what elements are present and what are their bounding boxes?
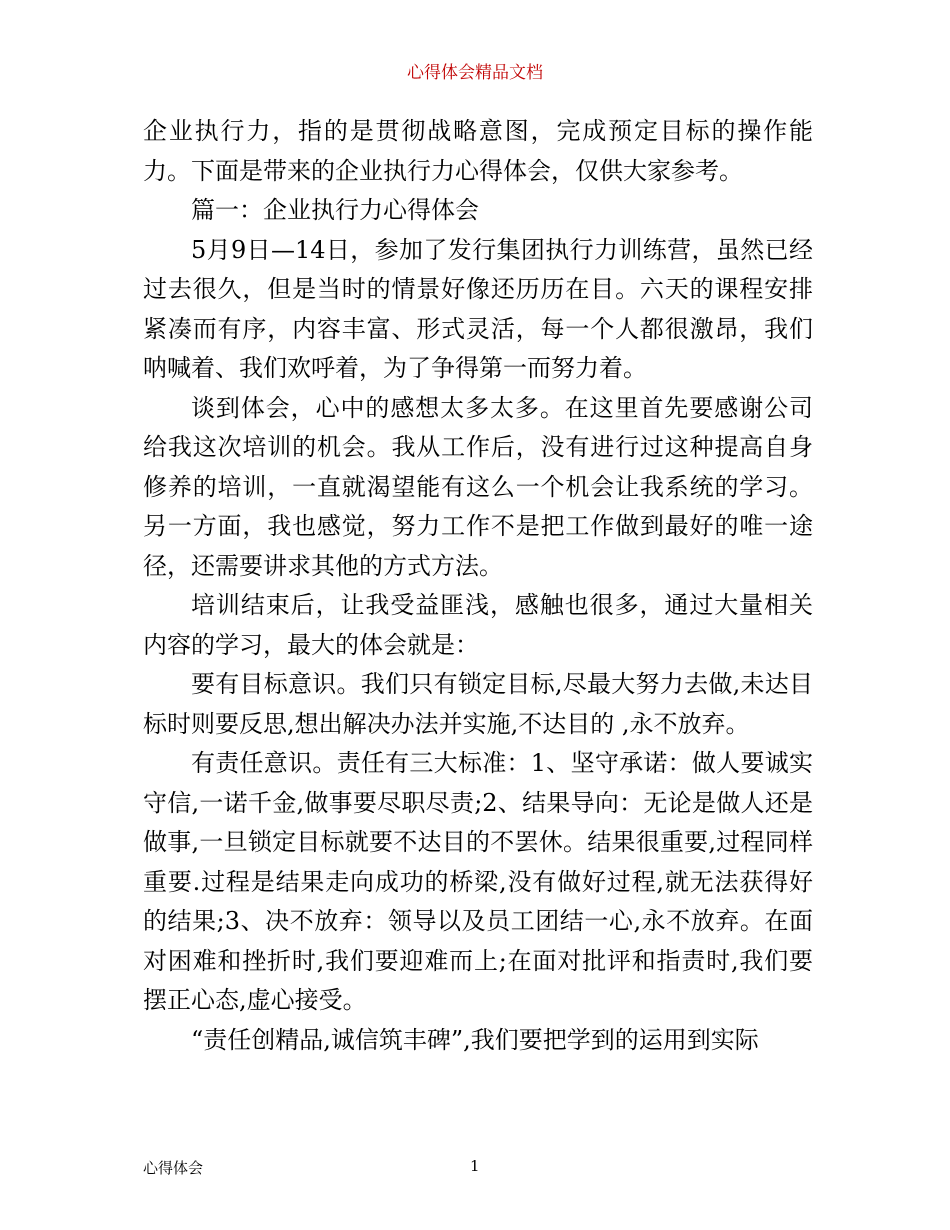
paragraph: 培训结束后，让我受益匪浅，感触也很多，通过大量相关内容的学习，最大的体会就是： bbox=[143, 591, 813, 659]
page-footer bbox=[143, 1157, 813, 1181]
paragraph: 谈到体会，心中的感想太多太多。在这里首先要感谢公司给我这次培训的机会。我从工作后，没有进行过这种提高自身修养的培训，一直就渴望能有这么一个机会让我系统的学习。另一方面，我也感觉，努力工作不是把工作做到最好的唯一途径，还需要讲求其他的方式方法。 bbox=[143, 393, 813, 580]
paragraph: 要有目标意识。我们只有锁定目标,尽最大努力去做,未达目标时则要反思,想出解决办法并实施,不达目的 ,永不放弃。 bbox=[143, 670, 813, 738]
paragraph-intro: 企业执行力，指的是贯彻战略意图，完成预定目标的操作能力。下面是带来的企业执行力心得体会，仅供大家参考。 bbox=[143, 117, 813, 185]
paragraph: 有责任意识。责任有三大标准：1、坚守承诺：做人要诚实守信,一诺千金,做事要尽职尽责;2、结果导向：无论是做人还是做事,一旦锁定目标就要不达目的不罢休。结果很重要,过程同样重要.过程是结果走向成功的桥梁,没有做好过程,就无法获得好的结果;3、决不放弃：领导以及员工团结一心,永不放弃。在面对困难和挫折时,我们要迎难而上;在面对批评和指责时,我们要摆正心态,虚心接受。 bbox=[143, 749, 813, 1014]
paragraph: 5月9日—14日，参加了发行集团执行力训练营，虽然已经过去很久，但是当时的情景好像还历历在目。六天的课程安排紧凑而有序，内容丰富、形式灵活，每一个人都很激昂，我们呐喊着、我们欢呼着，为了争得第一而努力着。 bbox=[143, 235, 813, 382]
paragraph: “责任创精品,诚信筑丰碑”,我们要把学到的运用到实际 bbox=[191, 1025, 759, 1054]
document-body bbox=[143, 112, 813, 1060]
page-number: 1 bbox=[470, 1157, 480, 1175]
footer-label: 心得体会 bbox=[143, 1159, 204, 1177]
page-header-title: 心得体会精品文档 bbox=[407, 63, 543, 83]
section-heading: 篇一：企业执行力心得体会 bbox=[191, 196, 479, 224]
